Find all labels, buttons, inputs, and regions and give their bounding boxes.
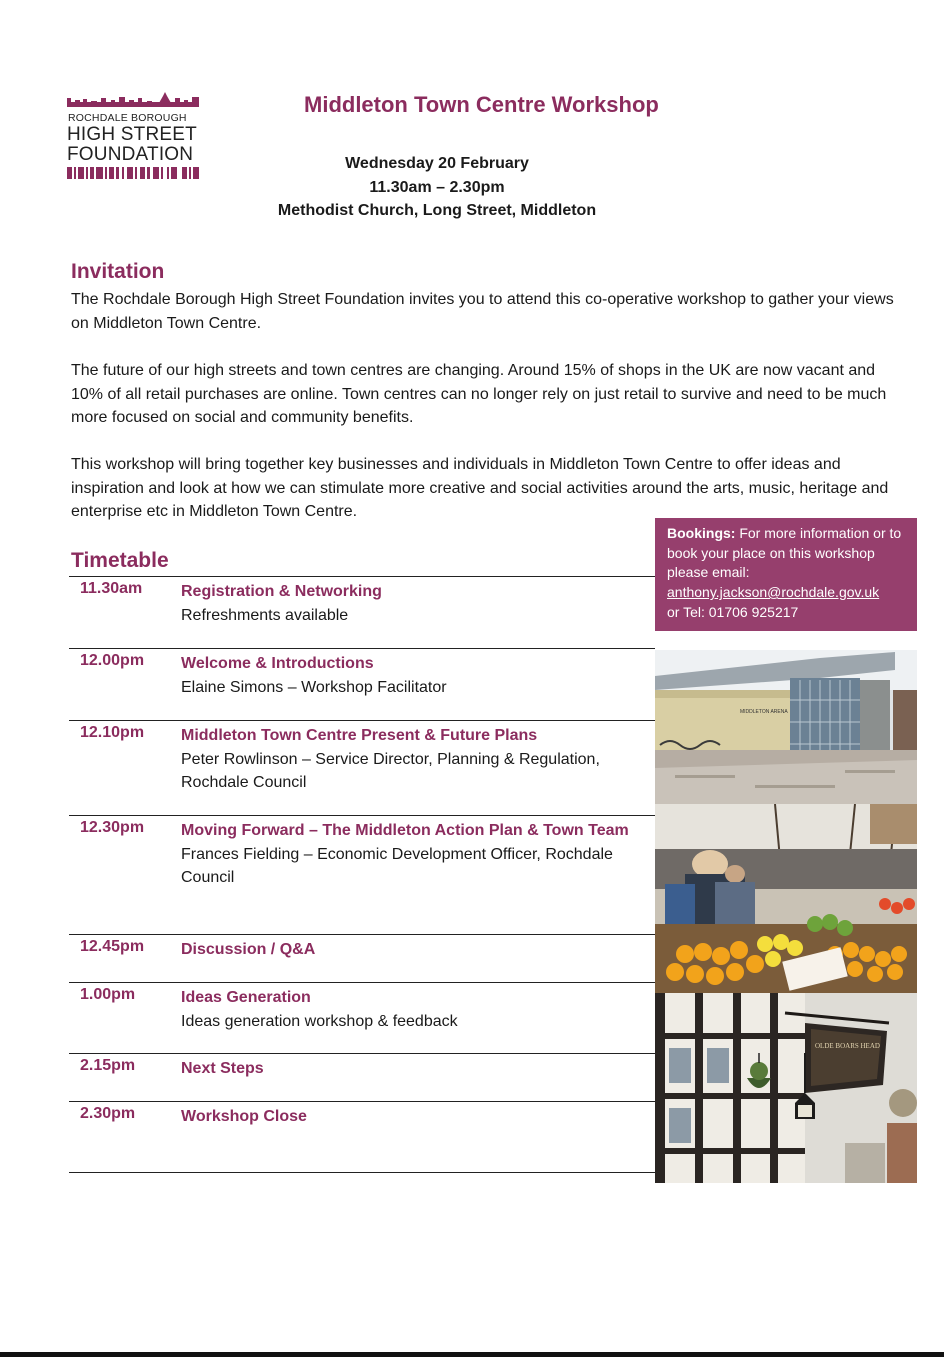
row-detail: Refreshments available <box>181 606 349 624</box>
bookings-text: For more information or to book your place on this workshop please email: <box>667 525 902 581</box>
row-detail: Ideas generation workshop & feedback <box>181 1012 458 1030</box>
row-topic: Moving Forward – The Middleton Action Plan & Town Team <box>181 822 629 839</box>
row-detail: Peter Rowlinson – Service Director, Planning & Regulation, Rochdale Council <box>181 750 600 791</box>
row-topic: Middleton Town Centre Present & Future Plans <box>181 727 538 744</box>
invitation-heading: Invitation <box>71 260 165 283</box>
row-time: 12.10pm <box>80 724 145 741</box>
logo-line-1: ROCHDALE BOROUGH <box>68 112 187 124</box>
logo-line-3: FOUNDATION <box>67 144 194 165</box>
page-title: Middleton Town Centre Workshop <box>304 92 659 117</box>
skyline-icon <box>67 92 199 112</box>
bookings-label: Bookings: <box>667 525 736 541</box>
row-topic: Welcome & Introductions <box>181 655 374 672</box>
invitation-paragraph-3: This workshop will bring together key businesses and individuals in Middleton Town Centre to offer ideas and inspiration and look at how we can stimulate more creative and social activities around the arts, music, heritage and enterprise etc in Middleton Town Centre. <box>71 456 889 520</box>
market-photo <box>655 804 917 993</box>
pub-sign: OLDE BOARS HEAD <box>815 1042 880 1050</box>
page-bottom-border <box>0 1352 944 1357</box>
timetable <box>69 576 655 1172</box>
timetable-row <box>69 1053 655 1101</box>
row-topic: Registration & Networking <box>181 583 382 600</box>
row-detail: Frances Fielding – Economic Development Officer, Rochdale Council <box>181 845 613 886</box>
timetable-row <box>69 576 655 648</box>
row-time: 12.45pm <box>80 938 145 955</box>
logo-line-2: HIGH STREET <box>67 124 197 145</box>
bookings-email-link[interactable]: anthony.jackson@rochdale.gov.uk <box>667 584 880 601</box>
timetable-row <box>69 720 655 815</box>
row-time: 12.30pm <box>80 819 145 836</box>
invitation-paragraph-1: The Rochdale Borough High Street Foundation invites you to attend this co-operative workshop to gather your views on Middleton Town Centre. <box>71 291 894 332</box>
event-date: Wednesday 20 February <box>345 155 529 172</box>
bookings-box <box>655 518 917 631</box>
arena-photo <box>655 650 917 804</box>
foundation-logo <box>67 92 201 182</box>
timetable-row <box>69 815 655 934</box>
row-topic: Discussion / Q&A <box>181 941 316 958</box>
event-venue: Methodist Church, Long Street, Middleton <box>277 202 597 219</box>
row-topic: Ideas Generation <box>181 989 311 1006</box>
invitation-paragraph-2: The future of our high streets and town centres are changing. Around 15% of shops in the UK are now vacant and 10% of all retail purchases are online. Town centres can no longer rely on just retail to survive and need to be much more focused on social and community benefits. <box>71 362 887 426</box>
timetable-row <box>69 934 655 982</box>
row-topic: Next Steps <box>181 1060 264 1077</box>
row-time: 2.30pm <box>80 1105 136 1122</box>
timetable-heading: Timetable <box>71 549 169 572</box>
row-time: 1.00pm <box>80 986 136 1003</box>
timetable-row <box>69 1101 655 1172</box>
timetable-row <box>69 982 655 1053</box>
arena-sign: MIDDLETON ARENA <box>740 709 788 715</box>
bookings-tel: or Tel: 01706 925217 <box>667 603 799 620</box>
timetable-row <box>69 648 655 720</box>
row-time: 11.30am <box>80 580 143 597</box>
event-time: 11.30am – 2.30pm <box>369 179 505 196</box>
row-topic: Workshop Close <box>181 1108 307 1125</box>
logo-bars-icon <box>67 167 199 179</box>
row-detail: Elaine Simons – Workshop Facilitator <box>181 678 447 696</box>
row-time: 12.00pm <box>80 652 145 669</box>
row-time: 2.15pm <box>80 1057 136 1074</box>
timetable-bottom-rule <box>69 1172 655 1173</box>
pub-photo <box>655 993 917 1183</box>
